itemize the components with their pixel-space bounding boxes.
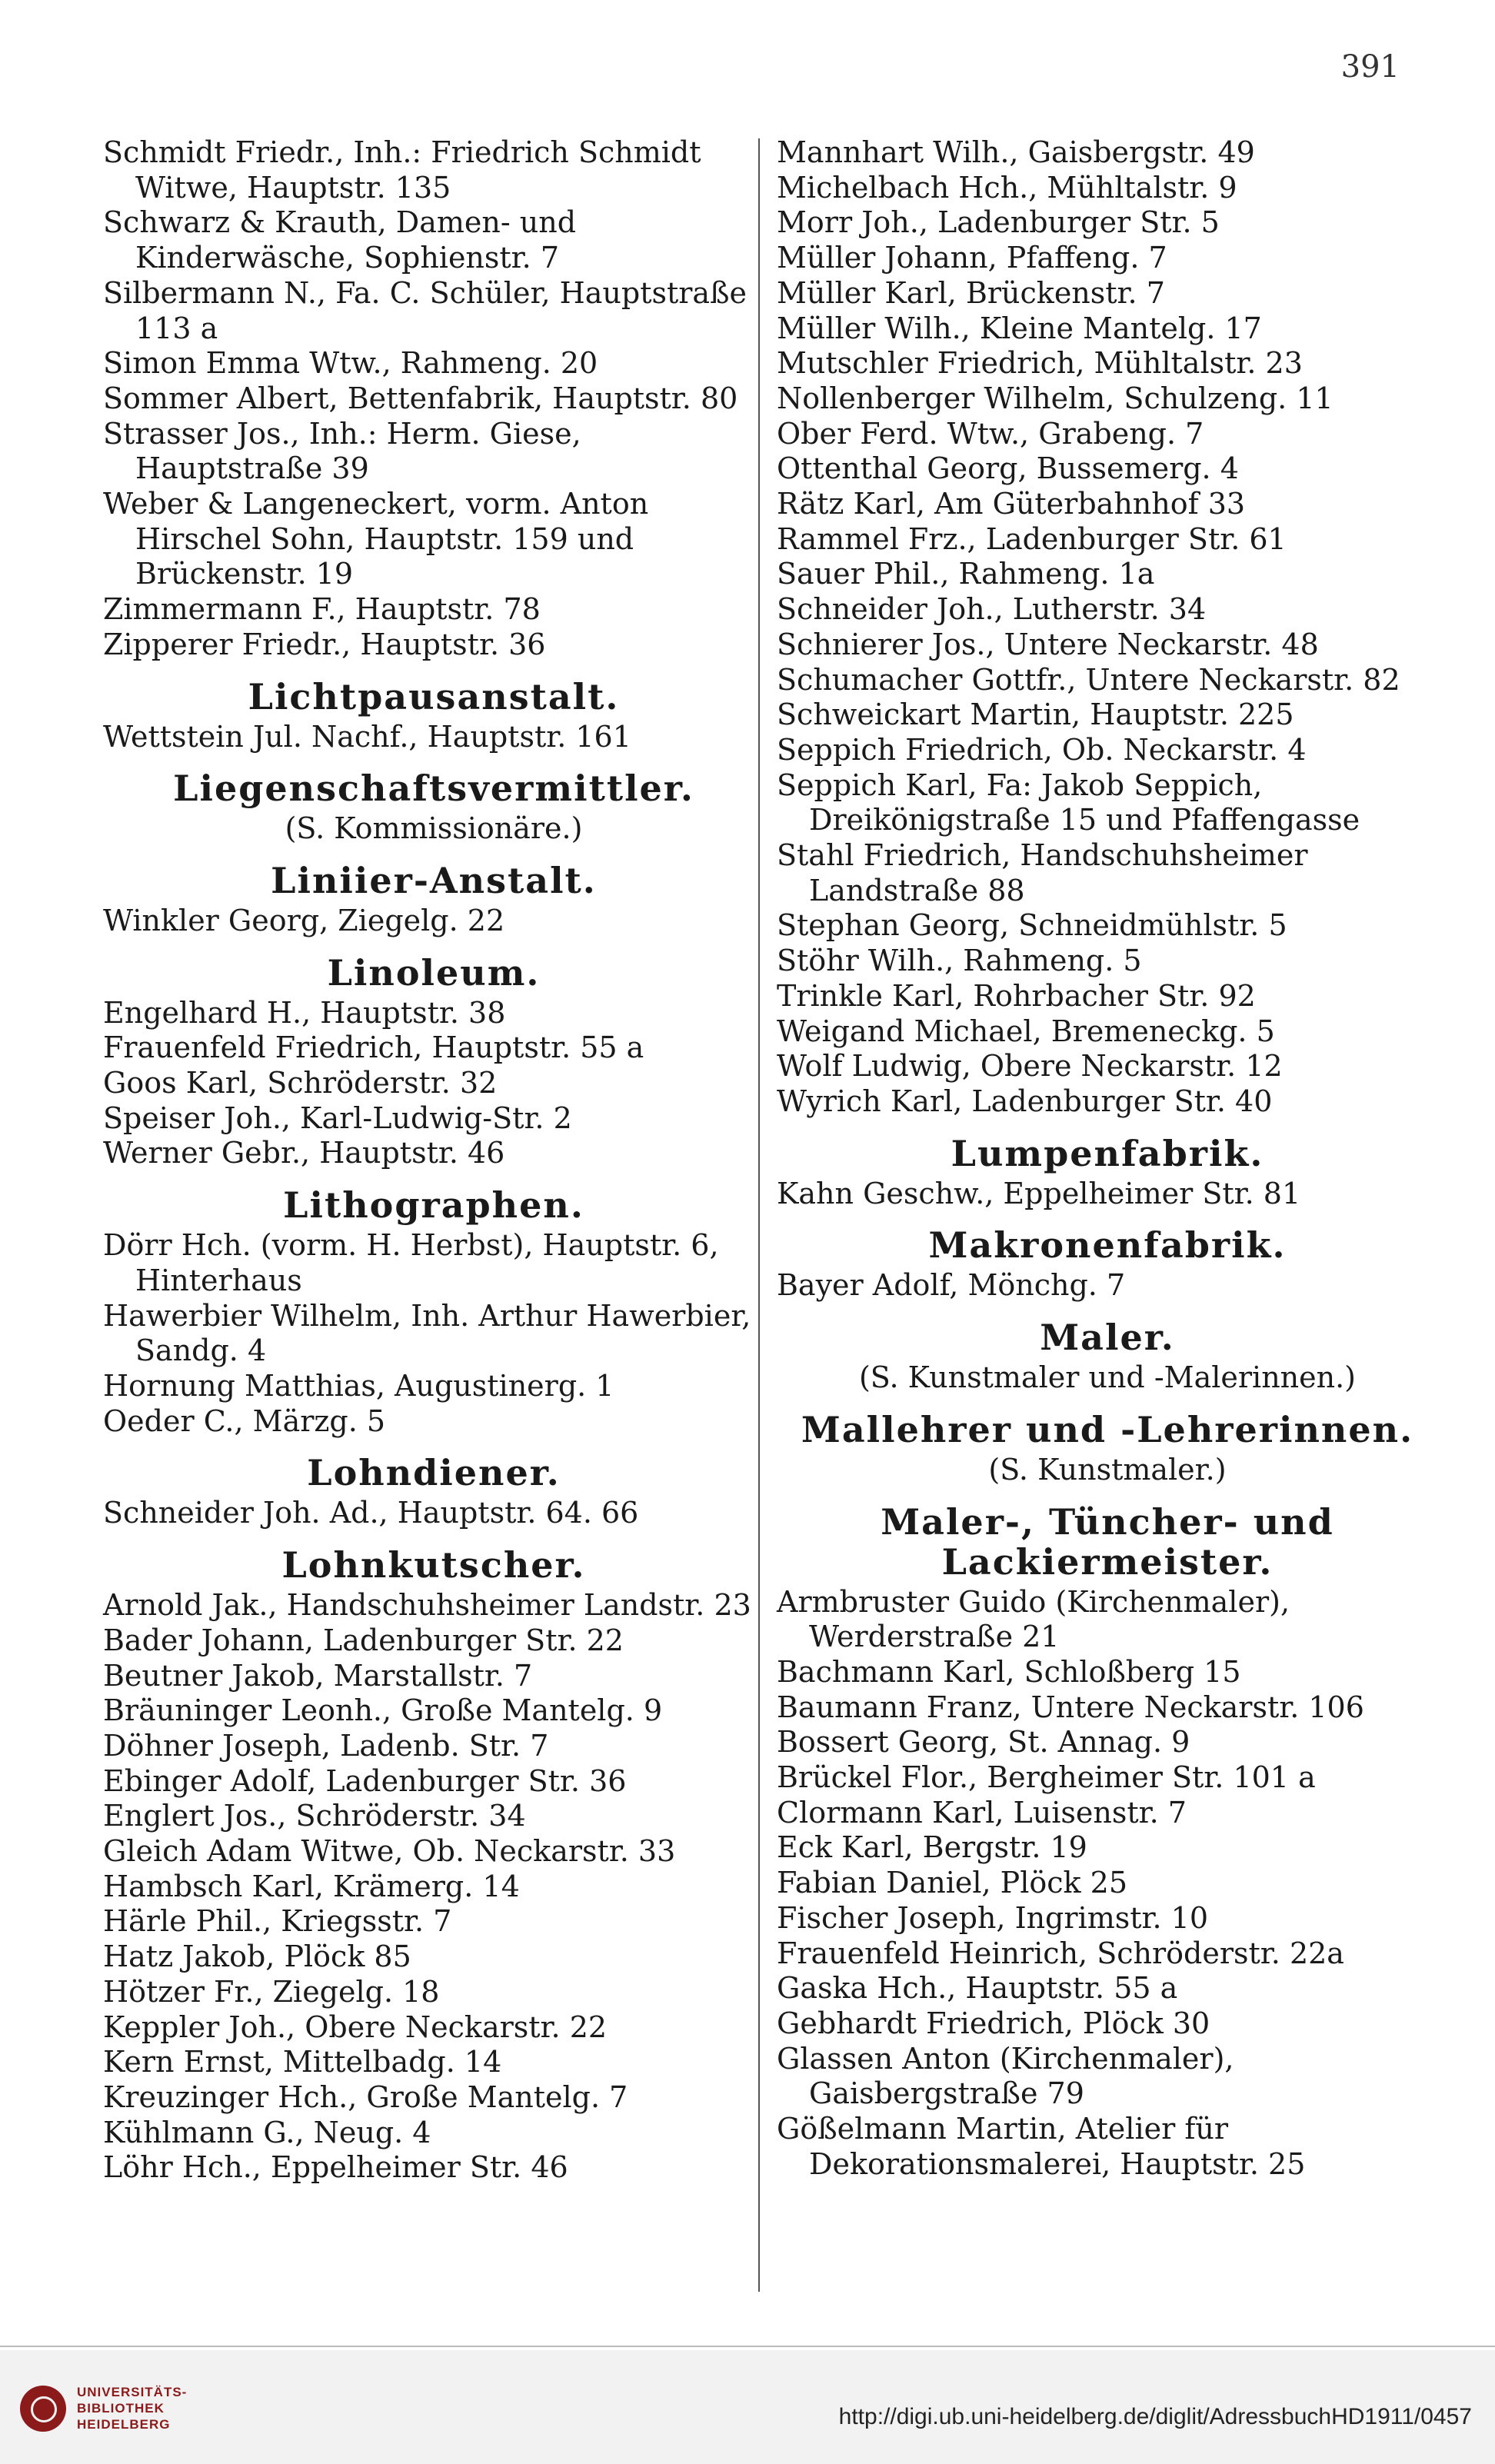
directory-entry: Müller Johann, Pfaffeng. 7 (777, 241, 1167, 275)
directory-entry: Weber & Langeneckert, vorm. Anton Hirschel Sohn, Hauptstr. 159 und Brückenstr. 19 (103, 487, 649, 591)
directory-entry: Kern Ernst, Mittelbadg. 14 (103, 2045, 502, 2079)
directory-entry: Schwarz & Krauth, Damen- und Kinderwäsche, Sophienstr. 7 (103, 205, 577, 275)
directory-entry: Härle Phil., Kriegsstr. 7 (103, 1904, 452, 1939)
directory-entry: Frauenfeld Friedrich, Hauptstr. 55 a (103, 1031, 644, 1065)
directory-entry: Dörr Hch. (vorm. H. Herbst), Hauptstr. 6, Hinterhaus (103, 1228, 719, 1297)
directory-entry: Stahl Friedrich, Handschuhsheimer Landstraße 88 (777, 838, 1308, 907)
university-seal-icon (20, 2386, 66, 2432)
directory-entry: Engelhard H., Hauptstr. 38 (103, 995, 506, 1030)
directory-entry: Nollenberger Wilhelm, Schulzeng. 11 (777, 381, 1334, 415)
section-heading: Linoleum. (327, 951, 541, 994)
directory-entry: Clormann Karl, Luisenstr. 7 (777, 1795, 1187, 1830)
section-heading: Lithographen. (283, 1184, 584, 1227)
directory-entry: Sauer Phil., Rahmeng. 1a (777, 557, 1155, 591)
directory-entry: Bräuninger Leonh., Große Mantelg. 9 (103, 1693, 663, 1728)
directory-entry: Mutschler Friedrich, Mühltalstr. 23 (777, 346, 1303, 381)
directory-entry: Rammel Frz., Ladenburger Str. 61 (777, 521, 1287, 556)
directory-entry: Bayer Adolf, Mönchg. 7 (777, 1268, 1126, 1303)
directory-entry: Bader Johann, Ladenburger Str. 22 (103, 1623, 624, 1657)
directory-entry: Rätz Karl, Am Güterbahnhof 33 (777, 487, 1246, 521)
section-heading: Lichtpausanstalt. (248, 675, 620, 718)
section-heading: Mallehrer und -Lehrerinnen. (801, 1408, 1414, 1450)
cross-reference-note: (S. Kunstmaler.) (988, 1452, 1227, 1487)
directory-entry: Schnierer Jos., Untere Neckarstr. 48 (777, 627, 1319, 661)
directory-entry: Gleich Adam Witwe, Ob. Neckarstr. 33 (103, 1834, 676, 1869)
directory-entry: Trinkle Karl, Rohrbacher Str. 92 (777, 978, 1256, 1013)
directory-entry: Wettstein Jul. Nachf., Hauptstr. 161 (103, 719, 631, 754)
directory-entry: Schneider Joh. Ad., Hauptstr. 64. 66 (103, 1496, 639, 1530)
section-heading: Liegenschaftsvermittler. (173, 768, 694, 810)
section-heading: Lumpenfabrik. (951, 1132, 1264, 1174)
directory-entry: Armbruster Guido (Kirchenmaler), Werderstraße 21 (777, 1584, 1290, 1654)
directory-entry: Fischer Joseph, Ingrimstr. 10 (777, 1900, 1209, 1935)
directory-entry: Oeder C., Märzg. 5 (103, 1403, 386, 1438)
directory-entry: Stöhr Wilh., Rahmeng. 5 (777, 944, 1142, 978)
directory-entry: Bachmann Karl, Schloßberg 15 (777, 1654, 1241, 1689)
directory-entry: Ober Ferd. Wtw., Grabeng. 7 (777, 416, 1204, 451)
directory-entry: Glassen Anton (Kirchenmaler), Gaisbergstraße 79 (777, 2041, 1234, 2111)
directory-entry: Kahn Geschw., Eppelheimer Str. 81 (777, 1176, 1301, 1210)
directory-entry: Sommer Albert, Bettenfabrik, Hauptstr. 80 (103, 381, 738, 415)
directory-entry: Hatz Jakob, Plöck 85 (103, 1940, 411, 1974)
directory-entry: Kühlmann G., Neug. 4 (103, 2115, 431, 2149)
directory-entry: Wolf Ludwig, Obere Neckarstr. 12 (777, 1049, 1283, 1084)
directory-entry: Wyrich Karl, Ladenburger Str. 40 (777, 1084, 1273, 1118)
directory-entry: Weigand Michael, Bremeneckg. 5 (777, 1014, 1275, 1048)
directory-entry: Strasser Jos., Inh.: Herm. Giese, Hauptstraße 39 (103, 416, 581, 486)
section-heading: Maler-, Tüncher- und Lackiermeister. (881, 1500, 1334, 1583)
directory-entry: Hornung Matthias, Augustinerg. 1 (103, 1368, 614, 1403)
directory-entry: Döhner Joseph, Ladenb. Str. 7 (103, 1728, 549, 1763)
directory-entry: Goos Karl, Schröderstr. 32 (103, 1066, 498, 1100)
section-heading: Lohnkutscher. (281, 1544, 586, 1587)
directory-entry: Schneider Joh., Lutherstr. 34 (777, 592, 1207, 627)
left-column (103, 135, 764, 2186)
directory-entry: Müller Karl, Brückenstr. 7 (777, 275, 1165, 310)
directory-entry: Schweickart Martin, Hauptstr. 225 (777, 698, 1294, 732)
library-logo[interactable] (20, 2384, 187, 2432)
page-number: 391 (1340, 49, 1400, 85)
directory-entry: Winkler Georg, Ziegelg. 22 (103, 903, 505, 937)
cross-reference-note: (S. Kommissionäre.) (285, 811, 583, 846)
directory-entry: Arnold Jak., Handschuhsheimer Landstr. 23 (103, 1588, 751, 1623)
section-heading: Makronenfabrik. (928, 1224, 1287, 1267)
directory-entry: Hötzer Fr., Ziegelg. 18 (103, 1974, 440, 2009)
directory-entry: Gaska Hch., Hauptstr. 55 a (777, 1971, 1178, 2006)
directory-entry: Englert Jos., Schröderstr. 34 (103, 1799, 526, 1833)
directory-entry: Müller Wilh., Kleine Mantelg. 17 (777, 311, 1262, 345)
directory-entry: Speiser Joh., Karl-Ludwig-Str. 2 (103, 1100, 572, 1135)
directory-entry: Beutner Jakob, Marstallstr. 7 (103, 1658, 533, 1693)
library-name: UNIVERSITÄTS- BIBLIOTHEK HEIDELBERG (77, 2385, 188, 2432)
directory-entry: Bossert Georg, St. Annag. 9 (777, 1725, 1190, 1760)
directory-entry: Schmidt Friedr., Inh.: Friedrich Schmidt Witwe, Hauptstr. 135 (103, 135, 701, 205)
directory-entry: Zimmermann F., Hauptstr. 78 (103, 592, 541, 627)
column-divider (758, 138, 760, 2292)
directory-entry: Mannhart Wilh., Gaisbergstr. 49 (777, 135, 1255, 169)
directory-entry: Ebinger Adolf, Ladenburger Str. 36 (103, 1763, 627, 1798)
directory-entry: Zipperer Friedr., Hauptstr. 36 (103, 627, 546, 661)
directory-entry: Stephan Georg, Schneidmühlstr. 5 (777, 908, 1287, 943)
directory-entry: Morr Joh., Ladenburger Str. 5 (777, 205, 1220, 240)
directory-entry: Gößelmann Martin, Atelier für Dekorationsmalerei, Hauptstr. 25 (777, 2112, 1306, 2181)
footer-bar (0, 2350, 1495, 2464)
directory-entry: Simon Emma Wtw., Rahmeng. 20 (103, 346, 598, 381)
directory-entry: Ottenthal Georg, Bussemerg. 4 (777, 451, 1239, 486)
directory-entry: Brückel Flor., Bergheimer Str. 101 a (777, 1760, 1316, 1795)
directory-entry: Seppich Friedrich, Ob. Neckarstr. 4 (777, 732, 1307, 767)
directory-entry: Schumacher Gottfr., Untere Neckarstr. 82 (777, 662, 1400, 697)
section-heading: Lohndiener. (307, 1452, 561, 1494)
directory-entry: Baumann Franz, Untere Neckarstr. 106 (777, 1690, 1364, 1724)
directory-entry: Keppler Joh., Obere Neckarstr. 22 (103, 2009, 608, 2044)
footer-divider (0, 2346, 1495, 2347)
section-heading: Maler. (1040, 1317, 1175, 1359)
cross-reference-note: (S. Kunstmaler und -Malerinnen.) (858, 1360, 1357, 1395)
directory-entry: Löhr Hch., Eppelheimer Str. 46 (103, 2150, 568, 2185)
source-url[interactable]: http://digi.ub.uni-heidelberg.de/diglit/AdressbuchHD1911/0457 (838, 2404, 1472, 2429)
directory-entry: Hambsch Karl, Krämerg. 14 (103, 1869, 520, 1903)
directory-entry: Kreuzinger Hch., Große Mantelg. 7 (103, 2079, 628, 2114)
right-column (777, 135, 1438, 2182)
directory-entry: Gebhardt Friedrich, Plöck 30 (777, 2006, 1210, 2040)
directory-entry: Frauenfeld Heinrich, Schröderstr. 22a (777, 1936, 1344, 1970)
section-heading: Liniier-Anstalt. (271, 859, 597, 901)
directory-entry: Silbermann N., Fa. C. Schüler, Hauptstraße 113 a (103, 275, 747, 345)
directory-entry: Werner Gebr., Hauptstr. 46 (103, 1136, 505, 1170)
directory-entry: Michelbach Hch., Mühltalstr. 9 (777, 170, 1237, 205)
directory-entry: Eck Karl, Bergstr. 19 (777, 1830, 1087, 1865)
directory-entry: Fabian Daniel, Plöck 25 (777, 1866, 1128, 1900)
directory-entry: Seppich Karl, Fa: Jakob Seppich, Dreikönigstraße 15 und Pfaffengasse (777, 768, 1360, 837)
directory-entry: Hawerbier Wilhelm, Inh. Arthur Hawerbier, Sandg. 4 (103, 1298, 751, 1368)
